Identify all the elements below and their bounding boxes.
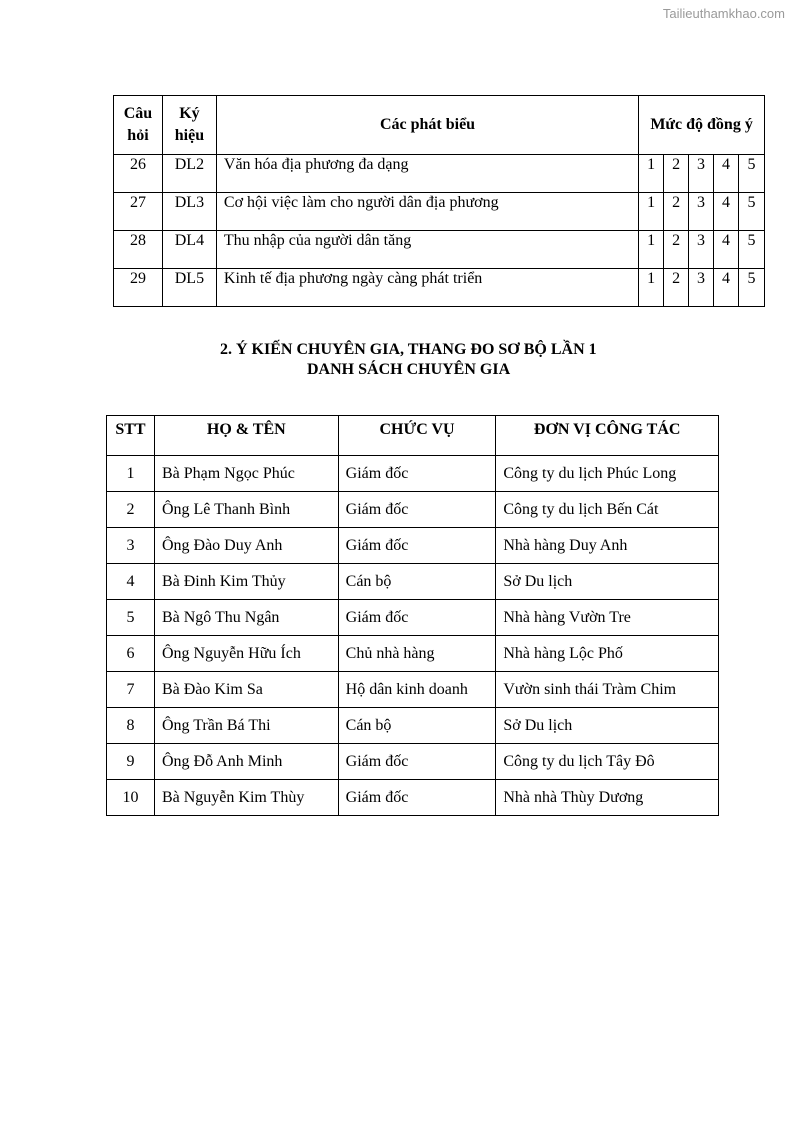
question-number: 29 (114, 269, 163, 307)
expert-row (107, 456, 719, 492)
scale-option: 1 (639, 155, 664, 193)
scale-option: 4 (714, 269, 739, 307)
scale-option: 4 (714, 155, 739, 193)
statement-text: Thu nhập của người dân tăng (216, 231, 638, 269)
expert-unit: Nhà nhà Thùy Dương (496, 780, 719, 816)
expert-name: Bà Phạm Ngọc Phúc (154, 456, 338, 492)
scale-option: 5 (738, 193, 764, 231)
expert-name: Ông Trần Bá Thi (154, 708, 338, 744)
statement-text: Kinh tế địa phương ngày càng phát triển (216, 269, 638, 307)
item-code: DL4 (162, 231, 216, 269)
expert-stt: 2 (107, 492, 155, 528)
expert-row (107, 528, 719, 564)
survey-header-row (114, 96, 765, 155)
survey-header-statement: Các phát biểu (216, 96, 638, 155)
scale-option: 1 (639, 269, 664, 307)
experts-header-name: HỌ & TÊN (154, 416, 338, 456)
experts-table (106, 415, 719, 816)
section-subtitle: DANH SÁCH CHUYÊN GIA (307, 361, 511, 378)
statement-text: Văn hóa địa phương đa dạng (216, 155, 638, 193)
question-number: 28 (114, 231, 163, 269)
experts-header-stt: STT (107, 416, 155, 456)
expert-name: Ông Nguyễn Hữu Ích (154, 636, 338, 672)
expert-position: Chủ nhà hàng (338, 636, 496, 672)
scale-option: 4 (714, 231, 739, 269)
expert-row (107, 744, 719, 780)
expert-row (107, 492, 719, 528)
expert-unit: Nhà hàng Duy Anh (496, 528, 719, 564)
survey-row (114, 269, 765, 307)
expert-name: Ông Đỗ Anh Minh (154, 744, 338, 780)
expert-unit: Công ty du lịch Phúc Long (496, 456, 719, 492)
survey-header-question: Câu hỏi (114, 96, 163, 155)
scale-option: 2 (664, 231, 689, 269)
expert-position: Hộ dân kinh doanh (338, 672, 496, 708)
expert-position: Cán bộ (338, 564, 496, 600)
expert-stt: 6 (107, 636, 155, 672)
expert-row (107, 564, 719, 600)
expert-row (107, 708, 719, 744)
expert-unit: Sở Du lịch (496, 708, 719, 744)
expert-name: Bà Đào Kim Sa (154, 672, 338, 708)
survey-table (113, 95, 765, 307)
statement-text: Cơ hội việc làm cho người dân địa phương (216, 193, 638, 231)
expert-position: Giám đốc (338, 600, 496, 636)
expert-unit: Sở Du lịch (496, 564, 719, 600)
experts-header-unit: ĐƠN VỊ CÔNG TÁC (496, 416, 719, 456)
scale-option: 3 (689, 231, 714, 269)
expert-name: Ông Lê Thanh Bình (154, 492, 338, 528)
scale-option: 4 (714, 193, 739, 231)
expert-position: Giám đốc (338, 492, 496, 528)
expert-unit: Nhà hàng Lộc Phố (496, 636, 719, 672)
question-number: 26 (114, 155, 163, 193)
expert-stt: 5 (107, 600, 155, 636)
expert-row (107, 636, 719, 672)
scale-option: 1 (639, 231, 664, 269)
expert-unit: Công ty du lịch Bến Cát (496, 492, 719, 528)
expert-position: Cán bộ (338, 708, 496, 744)
expert-position: Giám đốc (338, 456, 496, 492)
expert-name: Bà Nguyễn Kim Thùy (154, 780, 338, 816)
scale-option: 2 (664, 269, 689, 307)
scale-option: 1 (639, 193, 664, 231)
expert-stt: 10 (107, 780, 155, 816)
survey-row (114, 231, 765, 269)
section-title: 2. Ý KIẾN CHUYÊN GIA, THANG ĐO SƠ BỘ LẦN 1 (220, 341, 597, 358)
scale-option: 5 (738, 155, 764, 193)
question-number: 27 (114, 193, 163, 231)
expert-unit: Công ty du lịch Tây Đô (496, 744, 719, 780)
item-code: DL5 (162, 269, 216, 307)
expert-stt: 4 (107, 564, 155, 600)
expert-stt: 8 (107, 708, 155, 744)
watermark: Tailieuthamkhao.com (662, 6, 785, 21)
expert-stt: 7 (107, 672, 155, 708)
survey-header-code: Ký hiệu (162, 96, 216, 155)
scale-option: 5 (738, 269, 764, 307)
survey-row (114, 193, 765, 231)
expert-position: Giám đốc (338, 780, 496, 816)
expert-row (107, 672, 719, 708)
expert-row (107, 780, 719, 816)
expert-unit: Vườn sinh thái Tràm Chim (496, 672, 719, 708)
expert-name: Ông Đào Duy Anh (154, 528, 338, 564)
expert-row (107, 600, 719, 636)
survey-row (114, 155, 765, 193)
scale-option: 2 (664, 193, 689, 231)
expert-stt: 9 (107, 744, 155, 780)
experts-header-row (107, 416, 719, 456)
scale-option: 3 (689, 155, 714, 193)
survey-header-agreement-level: Mức độ đồng ý (639, 96, 765, 155)
scale-option: 5 (738, 231, 764, 269)
expert-position: Giám đốc (338, 528, 496, 564)
item-code: DL3 (162, 193, 216, 231)
experts-header-position: CHỨC VỤ (338, 416, 496, 456)
item-code: DL2 (162, 155, 216, 193)
expert-name: Bà Ngô Thu Ngân (154, 600, 338, 636)
scale-option: 3 (689, 269, 714, 307)
scale-option: 3 (689, 193, 714, 231)
expert-name: Bà Đinh Kim Thủy (154, 564, 338, 600)
expert-unit: Nhà hàng Vườn Tre (496, 600, 719, 636)
expert-stt: 3 (107, 528, 155, 564)
scale-option: 2 (664, 155, 689, 193)
expert-stt: 1 (107, 456, 155, 492)
expert-position: Giám đốc (338, 744, 496, 780)
